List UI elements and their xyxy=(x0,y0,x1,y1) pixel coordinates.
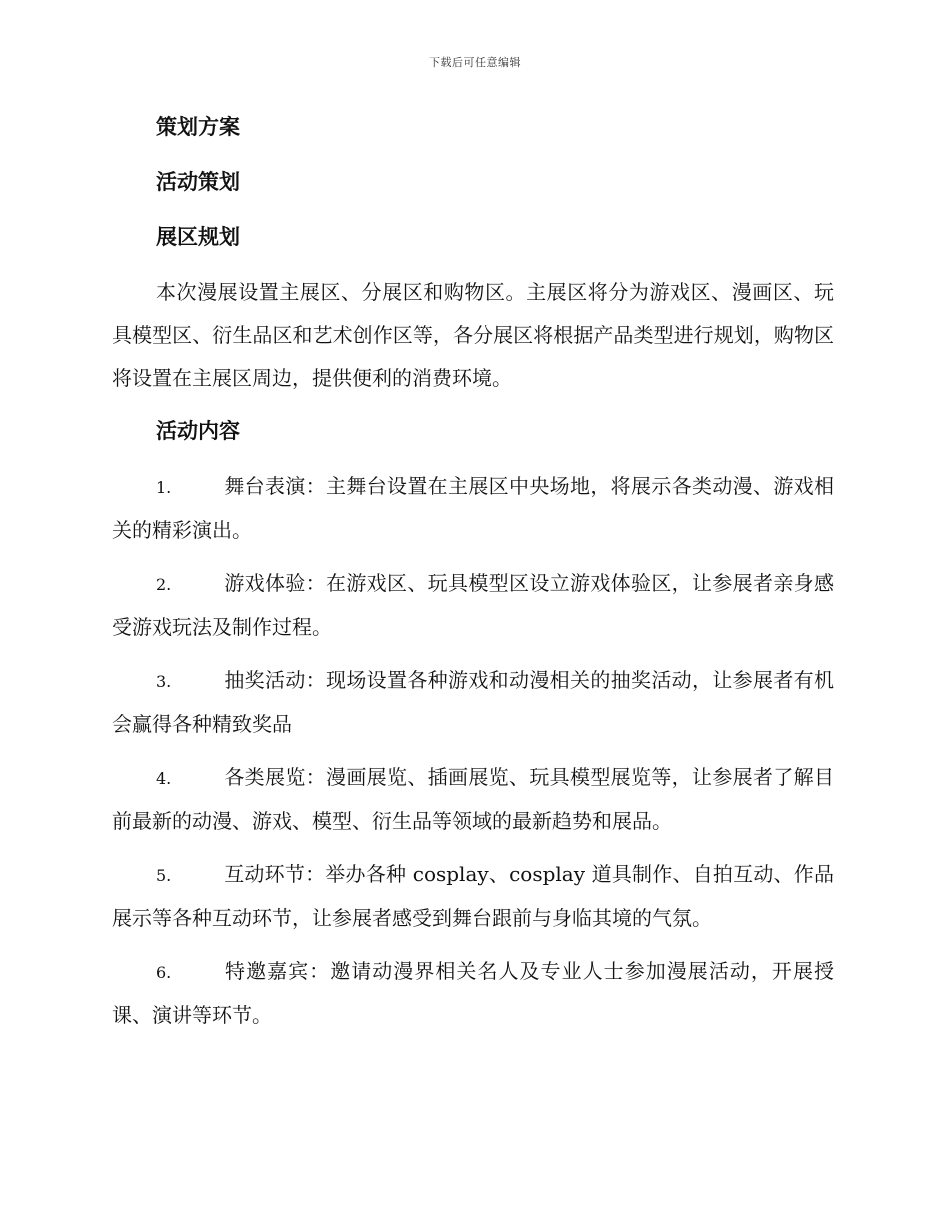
list-item xyxy=(112,756,834,843)
list-item-number: 6. xyxy=(156,963,172,982)
list-item-number: 5. xyxy=(156,866,172,885)
zone-plan-paragraph: 本次漫展设置主展区、分展区和购物区。主展区将分为游戏区、漫画区、玩具模型区、衍生品区和艺术创作区等，各分展区将根据产品类型进行规划，购物区将设置在主展区周边，提供便利的消费环境。 xyxy=(112,280,834,390)
heading-activity-content: 活动内容 xyxy=(156,418,240,443)
list-item xyxy=(112,659,834,746)
heading-plan: 策划方案 xyxy=(156,114,240,139)
list-item xyxy=(112,950,834,1037)
heading-zone-plan: 展区规划 xyxy=(156,224,240,249)
list-item-number: 3. xyxy=(156,672,172,691)
document-body xyxy=(112,106,834,1047)
list-item-number: 4. xyxy=(156,769,172,788)
heading-activity-plan: 活动策划 xyxy=(156,169,240,194)
list-item xyxy=(112,562,834,649)
list-item-text: 互动环节：举办各种 cosplay、cosplay 道具制作、自拍互动、作品展示等各种互动环节，让参展者感受到舞台跟前与身临其境的气氛。 xyxy=(112,862,834,930)
list-item-number: 1. xyxy=(156,478,172,497)
list-item-text: 抽奖活动：现场设置各种游戏和动漫相关的抽奖活动，让参展者有机会赢得各种精致奖品 xyxy=(112,668,834,736)
list-item-text: 舞台表演：主舞台设置在主展区中央场地，将展示各类动漫、游戏相关的精彩演出。 xyxy=(112,474,834,542)
list-item xyxy=(112,465,834,552)
list-item-text: 游戏体验：在游戏区、玩具模型区设立游戏体验区，让参展者亲身感受游戏玩法及制作过程。 xyxy=(112,571,834,639)
list-item xyxy=(112,853,834,940)
list-item-number: 2. xyxy=(156,575,172,594)
list-item-text: 特邀嘉宾：邀请动漫界相关名人及专业人士参加漫展活动，开展授课、演讲等环节。 xyxy=(112,959,834,1027)
page-header-note: 下载后可任意编辑 xyxy=(429,56,521,69)
list-item-text: 各类展览：漫画展览、插画展览、玩具模型展览等，让参展者了解目前最新的动漫、游戏、模型、衍生品等领域的最新趋势和展品。 xyxy=(112,765,834,833)
